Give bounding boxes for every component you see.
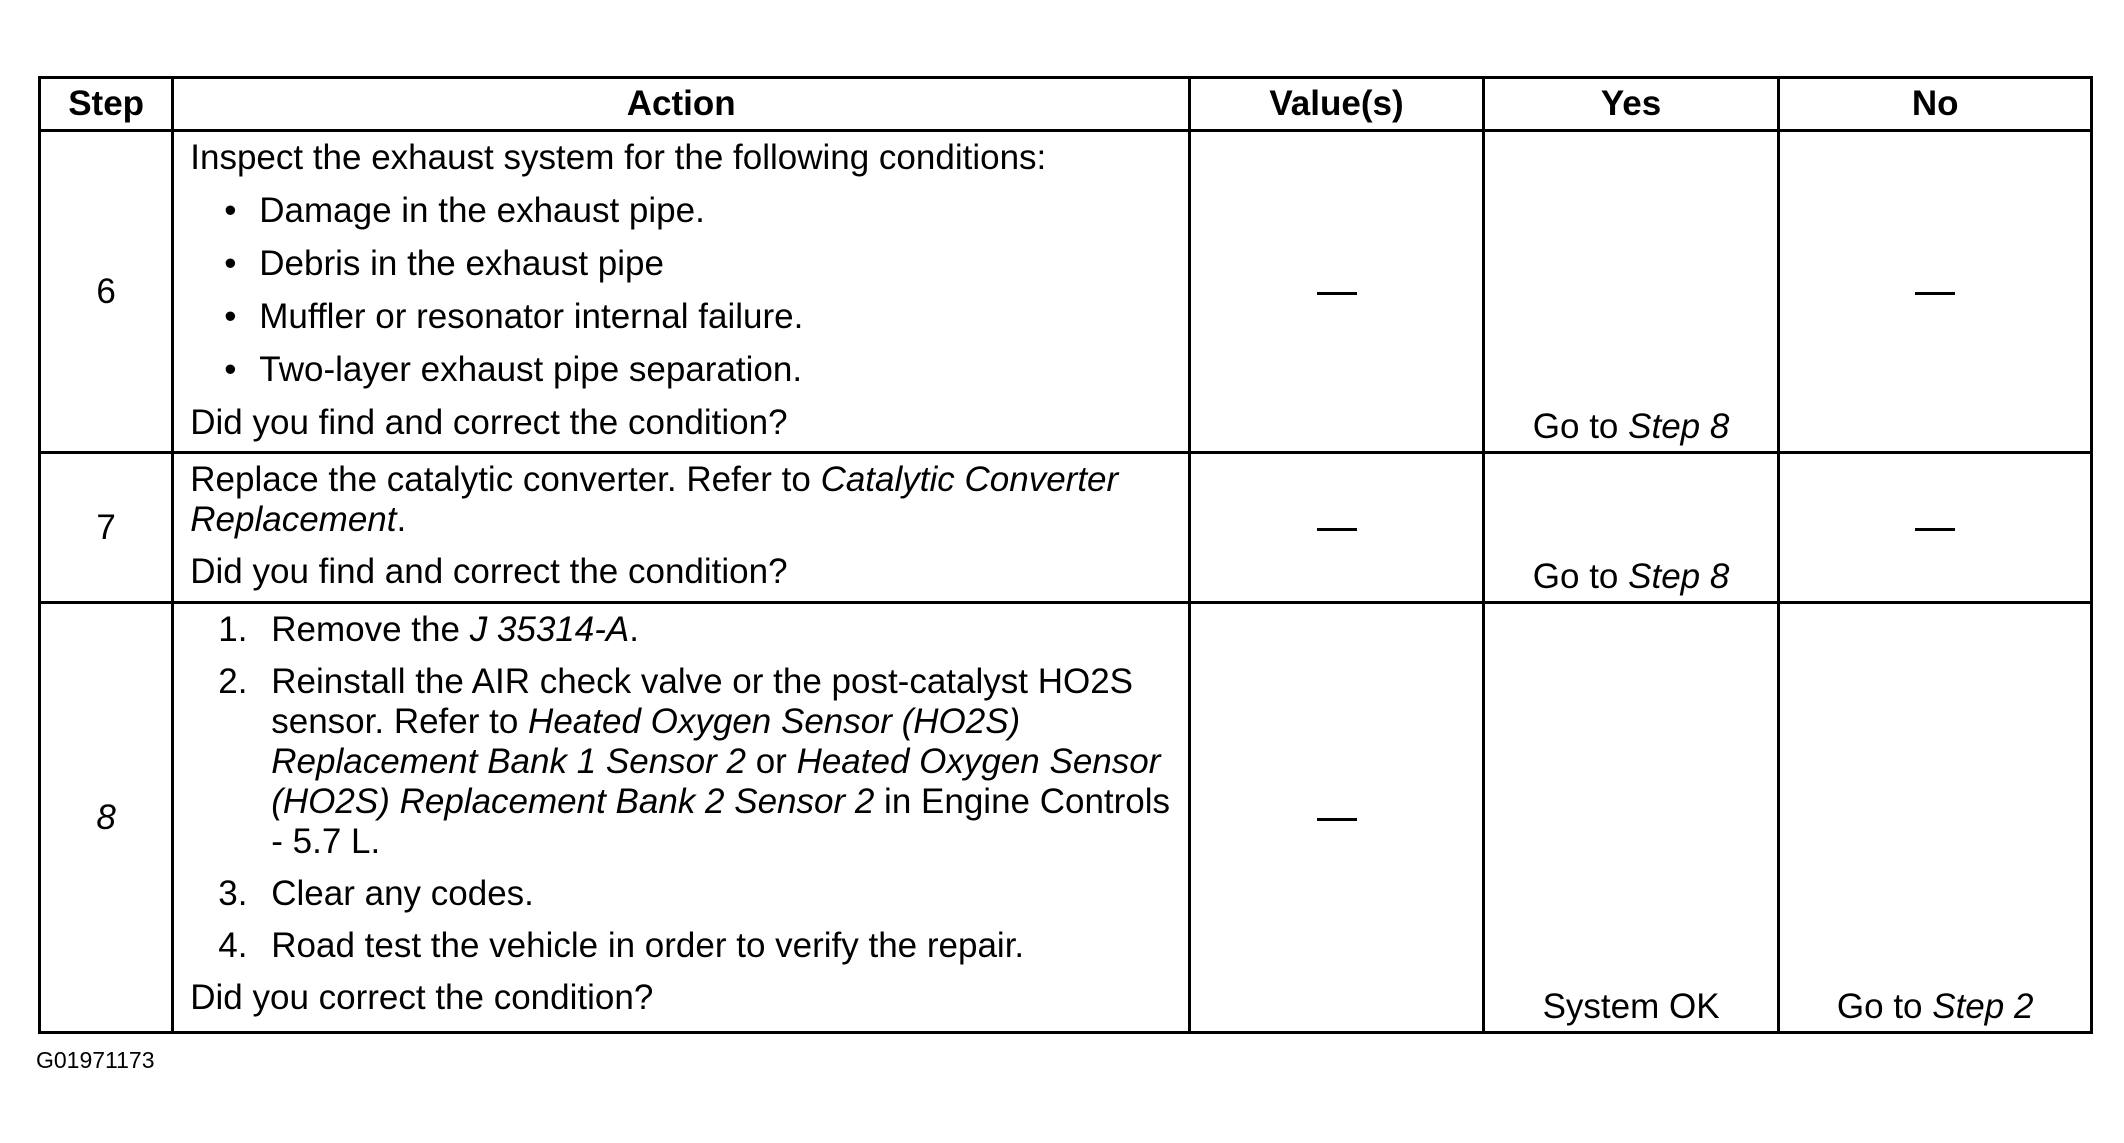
yes-prefix: Go to <box>1532 407 1629 446</box>
item-text-end: . <box>629 610 639 649</box>
values-cell <box>1190 603 1484 1033</box>
dash-mark <box>1915 528 1955 531</box>
condition-list <box>190 191 1178 390</box>
list-item <box>218 926 1178 966</box>
list-item: • Two-layer exhaust pipe separation. <box>224 350 1178 390</box>
item-number: 4. <box>218 926 248 965</box>
action-question: Did you correct the condition? <box>190 978 654 1017</box>
yes-cell <box>1483 453 1779 603</box>
figure-caption: G01971173 <box>36 1047 155 1073</box>
header-step: Step <box>40 78 173 131</box>
action-cell <box>173 603 1190 1033</box>
item-text-mid: or <box>745 742 797 781</box>
no-prefix: Go to <box>1836 987 1933 1026</box>
diagnostic-table <box>38 76 2093 1034</box>
item-text: Clear any codes. <box>271 874 534 913</box>
table-row-step-8 <box>40 603 2092 1033</box>
list-item: • Debris in the exhaust pipe <box>224 244 1178 284</box>
header-no: No <box>1779 78 2092 131</box>
sensor-bank1-reference-link[interactable]: Heated Oxygen Sensor (HO2S) Replacement Bank 1 Sensor 2 <box>271 702 1021 781</box>
action-cell <box>173 131 1190 453</box>
no-cell <box>1779 453 2092 603</box>
step-number: 8 <box>40 603 173 1033</box>
item-number: 2. <box>218 662 248 701</box>
no-step-link[interactable]: Step 2 <box>1932 987 2034 1026</box>
dash-mark <box>1915 292 1955 295</box>
header-yes: Yes <box>1483 78 1779 131</box>
action-intro: Inspect the exhaust system for the following conditions: <box>190 138 1047 177</box>
header-row <box>40 78 2092 131</box>
list-item <box>218 610 1178 650</box>
action-reference-link[interactable]: Catalytic Converter Replacement <box>190 460 1119 539</box>
list-item <box>218 662 1178 862</box>
action-question: Did you find and correct the condition? <box>190 403 788 442</box>
no-cell <box>1779 603 2092 1033</box>
item-text-end: in Engine Controls - 5.7 L. <box>271 782 1171 861</box>
list-item: • Muffler or resonator internal failure. <box>224 297 1178 337</box>
tool-reference-link[interactable]: J 35314-A <box>469 610 630 649</box>
procedure-list <box>190 610 1178 966</box>
yes-cell <box>1483 131 1779 453</box>
yes-cell: System OK <box>1483 603 1779 1033</box>
table-row-step-6 <box>40 131 2092 453</box>
yes-step-link[interactable]: Step 8 <box>1628 557 1730 596</box>
action-text-main: Replace the catalytic converter. Refer to <box>190 460 821 499</box>
item-number: 1. <box>218 610 248 649</box>
item-number: 3. <box>218 874 248 913</box>
header-values: Value(s) <box>1190 78 1484 131</box>
dash-mark <box>1317 292 1357 295</box>
list-item: • Damage in the exhaust pipe. <box>224 191 1178 231</box>
values-cell <box>1190 453 1484 603</box>
dash-mark <box>1317 528 1357 531</box>
item-text: Road test the vehicle in order to verify the repair. <box>271 926 1025 965</box>
values-cell <box>1190 131 1484 453</box>
item-text: Remove the <box>271 610 470 649</box>
action-cell <box>173 453 1190 603</box>
table-row-step-7 <box>40 453 2092 603</box>
yes-prefix: Go to <box>1532 557 1629 596</box>
action-question: Did you find and correct the condition? <box>190 552 788 591</box>
action-text-end: . <box>396 500 407 539</box>
action-text <box>190 460 1178 540</box>
dash-mark <box>1317 818 1357 821</box>
sensor-bank2-reference-link[interactable]: Heated Oxygen Sensor (HO2S) Replacement Bank 2 Sensor 2 <box>271 742 1161 821</box>
item-text: Reinstall the AIR check valve or the post-catalyst HO2S sensor. Refer to <box>271 662 1134 741</box>
header-action: Action <box>173 78 1190 131</box>
list-item <box>218 874 1178 914</box>
no-cell <box>1779 131 2092 453</box>
step-number: 7 <box>40 453 173 603</box>
step-number: 6 <box>40 131 173 453</box>
yes-step-link[interactable]: Step 8 <box>1628 407 1730 446</box>
